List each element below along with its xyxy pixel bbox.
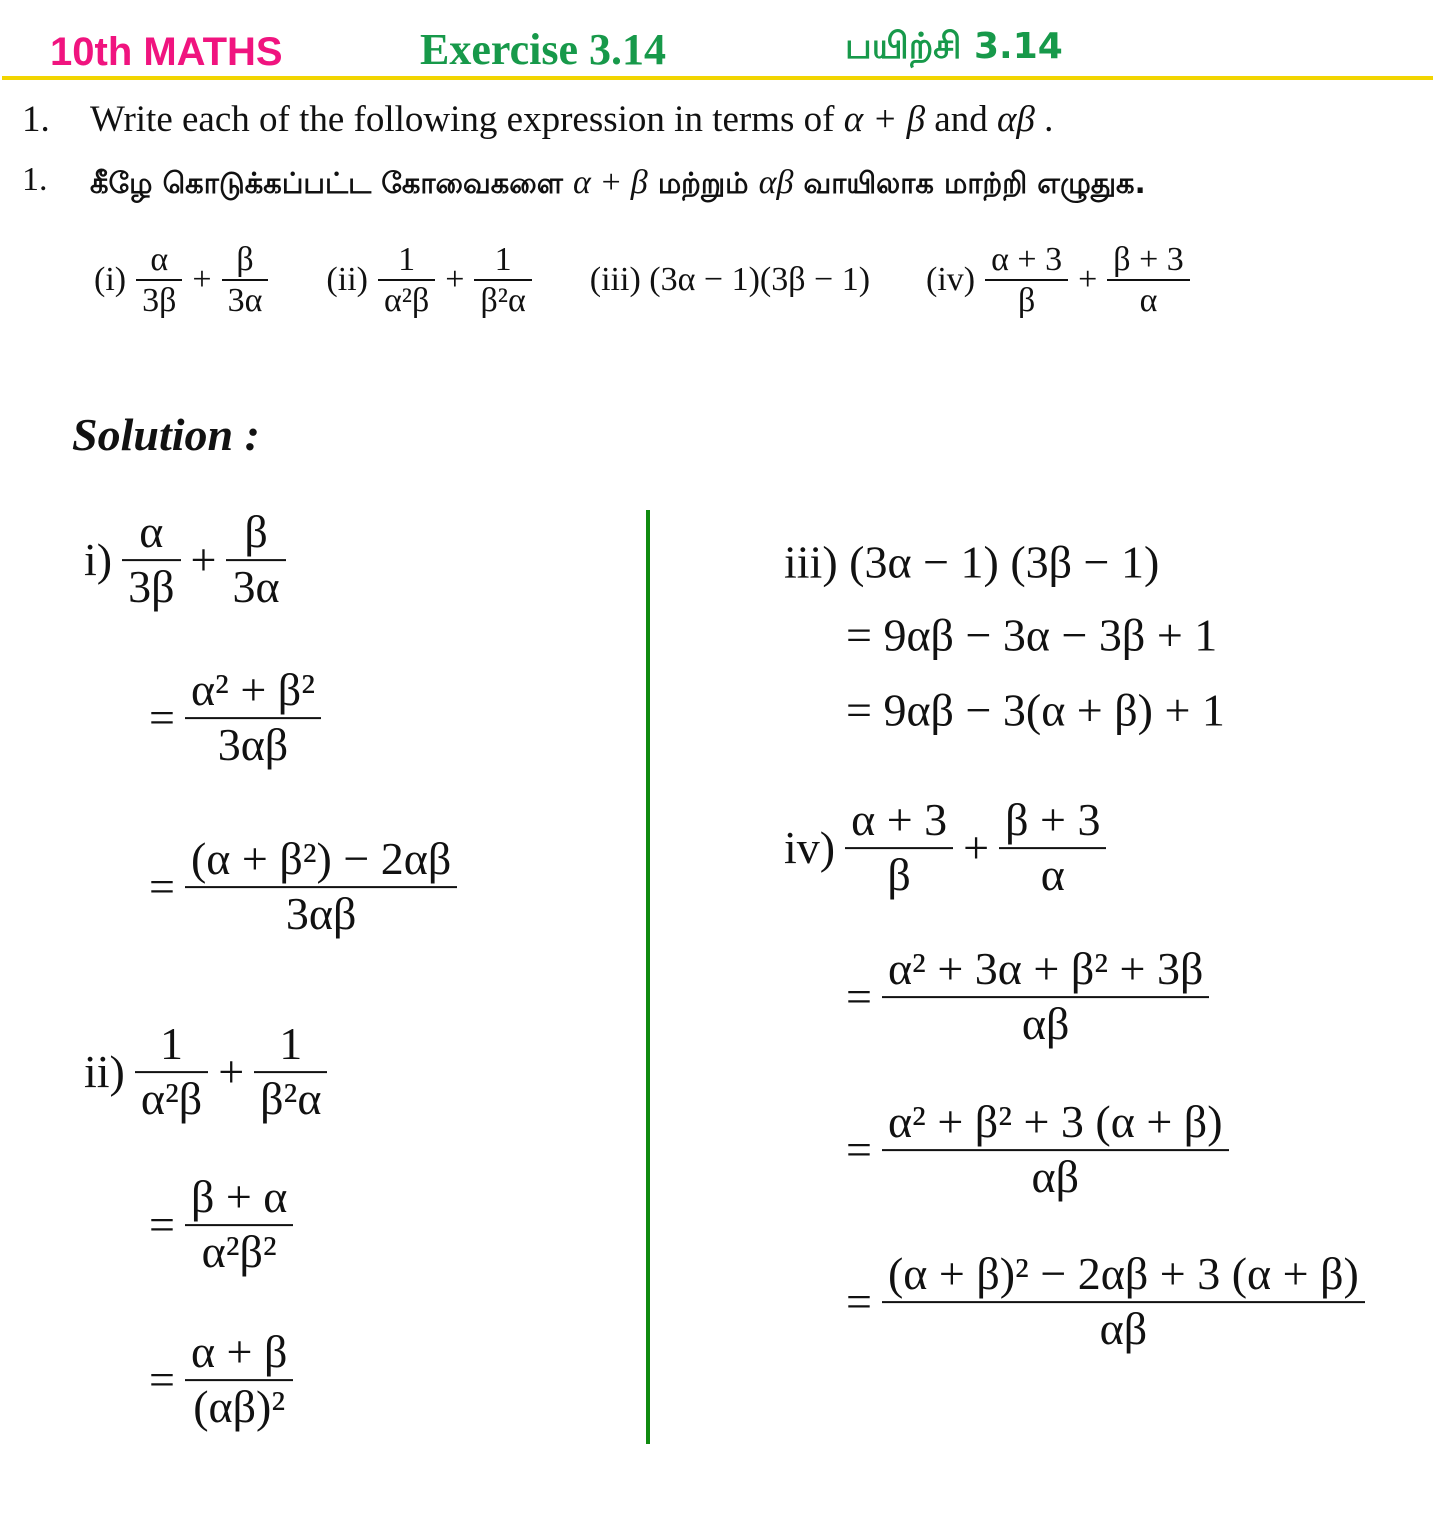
denominator: 3β: [122, 559, 180, 614]
question-number: 1.: [22, 161, 48, 198]
numerator: β: [244, 506, 268, 558]
fraction: [882, 1248, 1365, 1356]
fraction: [985, 240, 1068, 320]
question-number: 1.: [22, 99, 50, 140]
math-text: = 9αβ − 3(α + β) + 1: [846, 684, 1225, 736]
math-text: +: [192, 261, 212, 299]
question-part: [922, 240, 1196, 320]
math-text: i): [84, 534, 113, 586]
denominator: 3β: [136, 279, 182, 320]
solution-step: [842, 1096, 1235, 1204]
numerator: α² + β² + 3 (α + β): [887, 1096, 1223, 1148]
denominator: 3αβ: [185, 886, 457, 941]
numerator: β: [236, 241, 254, 278]
exercise-title: Exercise 3.14: [420, 25, 667, 74]
question-text-part: மற்றும்: [647, 166, 759, 200]
solution-step: [80, 1018, 333, 1126]
solution-step: [780, 536, 1163, 589]
numerator: (α + β)² − 2αβ + 3 (α + β): [887, 1248, 1359, 1300]
fraction: [882, 1096, 1229, 1204]
denominator: β: [845, 847, 953, 902]
numerator: α + β: [190, 1326, 288, 1378]
denominator: 3αβ: [185, 717, 321, 772]
math-sum: α + β: [843, 99, 926, 140]
brand-title: 10th MATHS: [50, 30, 283, 74]
question-text-part: வாயிலாக மாற்றி எழுதுக.: [793, 166, 1146, 200]
solution-step: [842, 1248, 1371, 1356]
numerator: β + α: [190, 1171, 288, 1223]
fraction: [135, 1018, 208, 1126]
denominator: 3α: [226, 559, 285, 614]
fraction: [999, 794, 1106, 902]
solution-step: [842, 943, 1215, 1051]
solution-heading: Solution :: [72, 409, 260, 460]
math-text: (iii) (3α − 1)(3β − 1): [589, 261, 871, 299]
solution-step: [80, 506, 292, 614]
math-text: +: [963, 822, 990, 874]
math-text: =: [149, 692, 175, 744]
numerator: 1: [160, 1018, 184, 1070]
question-text-part: .: [1034, 99, 1054, 140]
denominator: α²β: [378, 279, 435, 320]
denominator: αβ: [882, 996, 1209, 1051]
solution-step: [780, 794, 1112, 902]
fraction: [185, 833, 457, 941]
math-text: +: [218, 1046, 245, 1098]
numerator: 1: [398, 241, 416, 278]
numerator: β + 3: [1113, 241, 1184, 278]
math-text: (i): [94, 261, 127, 299]
fraction: [185, 1171, 293, 1279]
math-text: +: [1078, 261, 1098, 299]
question-part: [322, 240, 537, 320]
math-text: (ii): [326, 261, 368, 299]
math-text: iii) (3α − 1) (3β − 1): [784, 536, 1160, 588]
solution-step: [145, 1326, 299, 1434]
question-part: [586, 261, 874, 299]
math-text: =: [846, 1276, 872, 1328]
numerator: α: [139, 506, 164, 558]
question-text: [90, 98, 1053, 141]
numerator: α² + 3α + β² + 3β: [887, 943, 1204, 995]
solution-step: [145, 1171, 299, 1279]
exercise-title-tamil: பயிற்சி 3.14: [845, 26, 1063, 67]
numerator: 1: [279, 1018, 303, 1070]
math-text: iv): [784, 822, 836, 874]
denominator: α²β: [135, 1071, 208, 1126]
fraction: [136, 240, 182, 320]
question-text-part: Write each of the following expression in terms of: [90, 99, 844, 140]
question-part: [90, 240, 274, 320]
math-text: =: [149, 1199, 175, 1251]
fraction: [474, 240, 531, 320]
numerator: β + 3: [1005, 794, 1101, 846]
math-text: =: [149, 861, 175, 913]
question-text-part: கீழே கொடுக்கப்பட்ட கோவைகளை: [90, 166, 573, 200]
fraction: [882, 943, 1209, 1051]
math-text: =: [846, 1124, 872, 1176]
math-text: =: [846, 971, 872, 1023]
math-text: =: [149, 1354, 175, 1406]
denominator: αβ: [882, 1301, 1365, 1356]
fraction: [226, 506, 285, 614]
math-text: +: [445, 261, 465, 299]
header-divider: [2, 76, 1433, 80]
fraction: [185, 1326, 293, 1434]
fraction: [254, 1018, 327, 1126]
math-text: +: [190, 534, 217, 586]
numerator: 1: [494, 241, 512, 278]
numerator: (α + β²) − 2αβ: [190, 833, 452, 885]
math-product: αβ: [996, 99, 1035, 140]
numerator: α + 3: [991, 241, 1063, 278]
question-parts: [90, 240, 1244, 320]
denominator: (αβ)²: [185, 1379, 293, 1434]
math-text: = 9αβ − 3α − 3β + 1: [846, 609, 1218, 661]
numerator: α: [150, 241, 169, 278]
denominator: 3α: [222, 279, 269, 320]
question-text-part: and: [925, 99, 997, 140]
column-divider: [646, 510, 650, 1444]
fraction: [122, 506, 180, 614]
math-sum: α + β: [573, 164, 648, 201]
solution-step: [842, 609, 1221, 662]
numerator: α² + β²: [190, 664, 315, 716]
denominator: αβ: [882, 1149, 1229, 1204]
denominator: α²β²: [185, 1224, 293, 1279]
solution-step: [145, 833, 463, 941]
denominator: α: [1107, 279, 1189, 320]
fraction: [1107, 240, 1189, 320]
denominator: α: [999, 847, 1106, 902]
math-text: (iv): [926, 261, 976, 299]
fraction: [222, 240, 269, 320]
denominator: β: [985, 279, 1068, 320]
math-product: αβ: [758, 164, 794, 201]
numerator: α + 3: [851, 794, 948, 846]
fraction: [185, 664, 321, 772]
fraction: [378, 240, 435, 320]
denominator: β²α: [254, 1071, 327, 1126]
fraction: [845, 794, 953, 902]
math-text: ii): [84, 1046, 125, 1098]
solution-step: [145, 664, 327, 772]
question-text: [90, 164, 1146, 204]
solution-step: [842, 684, 1229, 737]
denominator: β²α: [474, 279, 531, 320]
